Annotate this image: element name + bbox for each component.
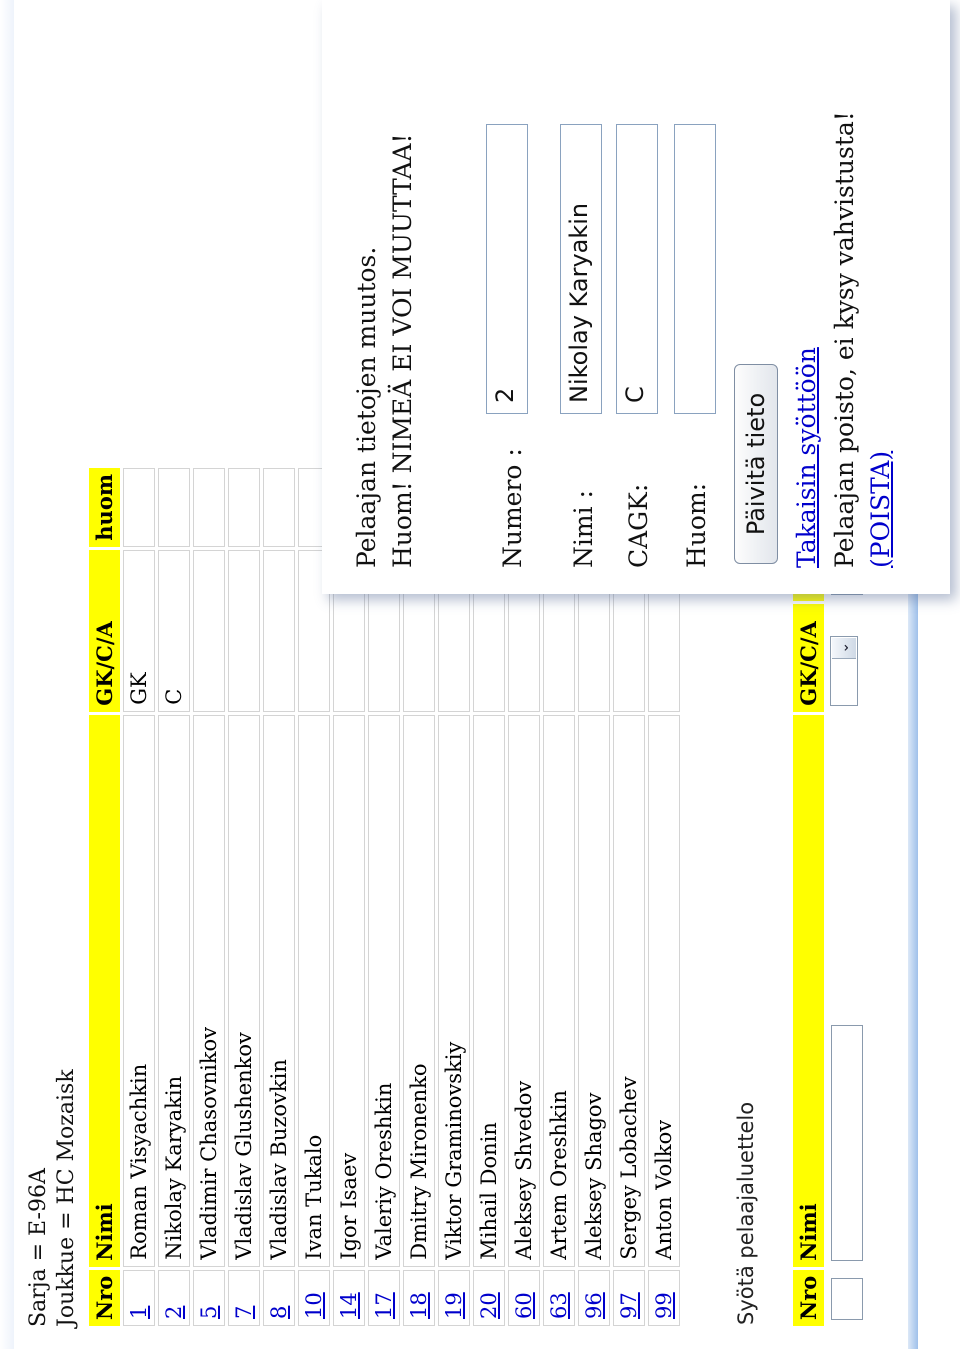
entry-nro-input[interactable] — [831, 1278, 863, 1320]
row-nro-cell — [648, 1270, 680, 1326]
name-warning: Huom! NIMEÄ EI VOI MUUTTAA! — [388, 133, 417, 568]
edit-title: Pelaajan tietojen muutos. — [352, 246, 381, 568]
player-name: Ivan Tukalo — [298, 715, 330, 1267]
row-nro-cell — [123, 1270, 155, 1326]
row-nro-cell — [298, 1270, 330, 1326]
huom-label: Huom: — [682, 482, 711, 568]
player-name: Igor Isaev — [333, 715, 365, 1267]
player-list-table — [86, 465, 683, 1329]
table-row — [298, 468, 330, 1326]
row-nro-cell — [543, 1270, 575, 1326]
player-huom — [158, 468, 190, 547]
column-header-nimi: Nimi — [89, 715, 120, 1267]
entry-section-label: Syötä pelaajaluettelo — [734, 1101, 758, 1325]
player-name: Viktor Graminovskiy — [438, 715, 470, 1267]
entry-name-input[interactable] — [831, 1025, 863, 1261]
player-number-link[interactable]: 19 — [442, 1292, 466, 1319]
player-name: Vladimir Chasovnikov — [193, 715, 225, 1267]
player-table-header — [89, 468, 120, 1326]
numero-field[interactable]: 2 — [486, 124, 528, 414]
table-row — [368, 468, 400, 1326]
table-row — [228, 468, 260, 1326]
player-number-link[interactable]: 8 — [267, 1305, 291, 1319]
row-nro-cell — [473, 1270, 505, 1326]
entry-header-nro: Nro — [793, 1270, 824, 1326]
player-position — [193, 550, 225, 712]
player-number-link[interactable]: 10 — [302, 1292, 326, 1319]
player-name: Vladislav Buzovkin — [263, 715, 295, 1267]
player-name: Sergey Lobachev — [613, 715, 645, 1267]
player-name: Valeriy Oreshkin — [368, 715, 400, 1267]
row-nro-cell — [333, 1270, 365, 1326]
top-edge — [0, 0, 14, 1349]
cagk-label: CAGK: — [624, 483, 653, 568]
table-row — [158, 468, 190, 1326]
player-number-link[interactable]: 17 — [372, 1292, 396, 1319]
row-nro-cell — [438, 1270, 470, 1326]
team-info: Joukkue = HC Mozaisk — [54, 1069, 79, 1327]
numero-label: Numero : — [498, 448, 527, 568]
player-name: Vladislav Glushenkov — [228, 715, 260, 1267]
entry-position-cell — [827, 604, 866, 712]
row-nro-cell — [578, 1270, 610, 1326]
table-row — [543, 468, 575, 1326]
player-position — [228, 550, 260, 712]
nimi-field[interactable]: Nikolay Karyakin — [560, 124, 602, 414]
table-row — [578, 468, 610, 1326]
entry-row — [827, 549, 866, 1326]
cagk-field[interactable]: C — [616, 124, 658, 414]
chevron-down-icon[interactable]: ⌄ — [832, 638, 856, 659]
player-huom — [263, 468, 295, 547]
player-name: Aleksey Shagov — [578, 715, 610, 1267]
player-number-link[interactable]: 5 — [197, 1305, 221, 1319]
player-name: Mihail Donin — [473, 715, 505, 1267]
table-row — [123, 468, 155, 1326]
player-number-link[interactable]: 1 — [127, 1305, 151, 1319]
player-entry-form — [790, 546, 869, 1329]
player-number-link[interactable]: 63 — [547, 1292, 571, 1319]
table-row — [263, 468, 295, 1326]
player-number-link[interactable]: 14 — [337, 1292, 361, 1319]
row-nro-cell — [613, 1270, 645, 1326]
edit-player-panel — [322, 0, 950, 594]
table-row — [508, 468, 540, 1326]
player-huom — [228, 468, 260, 547]
row-nro-cell — [228, 1270, 260, 1326]
player-huom — [193, 468, 225, 547]
column-header-position: GK/C/A — [89, 550, 120, 712]
entry-header-position: GK/C/A — [793, 604, 824, 712]
series-info: Sarja = E-96A — [26, 1168, 51, 1327]
player-name: Artem Oreshkin — [543, 715, 575, 1267]
entry-position-select[interactable] — [830, 636, 858, 706]
player-number-link[interactable]: 96 — [582, 1292, 606, 1319]
column-header-nro: Nro — [89, 1270, 120, 1326]
player-huom — [123, 468, 155, 547]
player-name: Nikolay Karyakin — [158, 715, 190, 1267]
delete-notice: Pelaajan poisto, ei kysy vahvistusta! — [830, 111, 859, 568]
entry-header-nimi: Nimi — [793, 715, 824, 1267]
row-nro-cell — [508, 1270, 540, 1326]
player-name: Anton Volkov — [648, 715, 680, 1267]
player-number-link[interactable]: 97 — [617, 1292, 641, 1319]
row-nro-cell — [263, 1270, 295, 1326]
player-rows — [123, 468, 680, 1326]
entry-name-cell — [827, 715, 866, 1267]
player-name: Aleksey Shvedov — [508, 715, 540, 1267]
row-nro-cell — [403, 1270, 435, 1326]
player-number-link[interactable]: 7 — [232, 1305, 256, 1319]
nimi-label: Nimi : — [569, 490, 598, 568]
table-row — [333, 468, 365, 1326]
player-name: Roman Visyachkin — [123, 715, 155, 1267]
table-row — [403, 468, 435, 1326]
player-position: GK — [123, 550, 155, 712]
table-row — [473, 468, 505, 1326]
row-nro-cell — [193, 1270, 225, 1326]
entry-header — [793, 549, 824, 1326]
player-number-link[interactable]: 99 — [652, 1292, 676, 1319]
table-row — [613, 468, 645, 1326]
player-number-link[interactable]: 60 — [512, 1292, 536, 1319]
row-nro-cell — [368, 1270, 400, 1326]
row-nro-cell — [158, 1270, 190, 1326]
player-number-link[interactable]: 2 — [162, 1305, 186, 1319]
update-button[interactable]: Päivitä tieto — [734, 364, 778, 564]
player-position — [263, 550, 295, 712]
player-name: Dmitry Mironenko — [403, 715, 435, 1267]
table-row — [438, 468, 470, 1326]
table-row — [193, 468, 225, 1326]
column-header-huom: huom — [89, 468, 120, 547]
table-row — [648, 468, 680, 1326]
delete-link[interactable]: (POISTA) — [866, 450, 895, 568]
player-position: C — [158, 550, 190, 712]
player-number-link[interactable]: 20 — [477, 1292, 501, 1319]
player-number-link[interactable]: 18 — [407, 1292, 431, 1319]
entry-nro-cell — [827, 1270, 866, 1326]
huom-field[interactable] — [674, 124, 716, 414]
back-to-entry-link[interactable]: Takaisin syöttöön — [792, 347, 821, 568]
